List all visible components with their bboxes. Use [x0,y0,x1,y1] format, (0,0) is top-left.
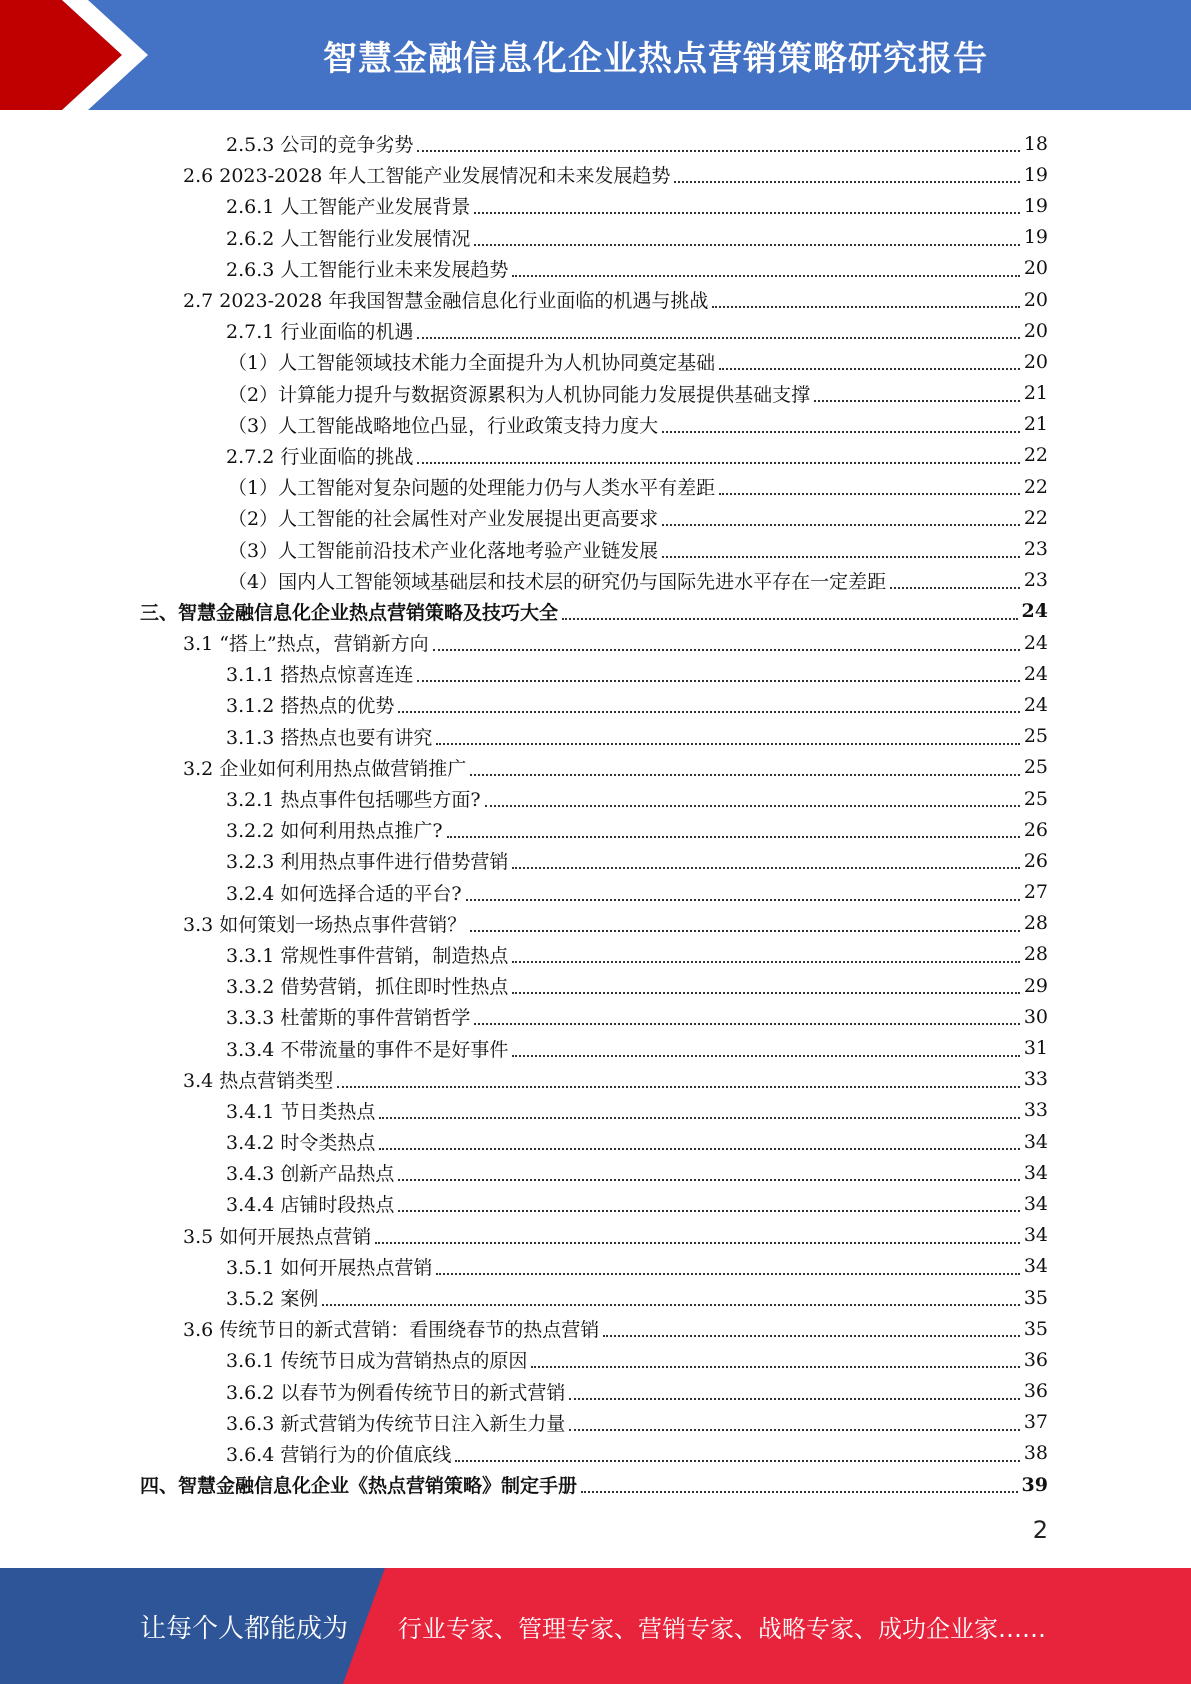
toc-entry-page: 34 [1023,1255,1048,1278]
toc-entry[interactable] [140,471,1048,502]
toc-dot-leader [447,835,1020,838]
toc-entry[interactable] [140,1251,1048,1282]
toc-entry[interactable] [140,284,1048,315]
toc-entry-page: 34 [1023,1192,1048,1215]
toc-entry-page: 26 [1023,818,1048,841]
toc-entry-page: 25 [1023,787,1048,810]
toc-entry-page: 21 [1023,413,1048,436]
toc-dot-leader [470,929,1020,932]
toc-entry[interactable] [140,409,1048,440]
toc-entry-title: 3.2.3 利用热点事件进行借势营销 [226,847,510,874]
toc-entry[interactable] [140,689,1048,720]
toc-entry[interactable] [140,1376,1048,1407]
toc-entry-page: 35 [1023,1286,1048,1309]
toc-entry-page: 36 [1023,1348,1048,1371]
page-header [0,0,1191,110]
toc-dot-leader [890,586,1020,589]
toc-entry[interactable] [140,378,1048,409]
toc-entry-page: 20 [1023,319,1048,342]
toc-entry-page: 39 [1021,1473,1048,1496]
toc-entry-page: 37 [1023,1411,1048,1434]
toc-dot-leader [581,1490,1018,1493]
toc-entry[interactable] [140,440,1048,471]
toc-dot-leader [512,991,1019,994]
toc-entry[interactable] [140,783,1048,814]
toc-entry-page: 25 [1023,725,1048,748]
toc-dot-leader [398,1178,1019,1181]
toc-dot-leader [417,679,1019,682]
toc-entry-title: 三、智慧金融信息化企业热点营销策略及技巧大全 [140,598,560,625]
toc-entry-page: 25 [1023,756,1048,779]
toc-entry[interactable] [140,596,1048,627]
toc-entry-title: 2.7 2023-2028 年我国智慧金融信息化行业面临的机遇与挑战 [183,286,710,313]
toc-entry[interactable] [140,315,1048,346]
toc-entry-page: 20 [1023,257,1048,280]
toc-entry[interactable] [140,1407,1048,1438]
toc-entry-title: 3.3 如何策划一场热点事件营销？ [183,910,468,937]
footer-slogan-left: 让每个人都能成为 [140,1613,349,1644]
toc-entry[interactable] [140,565,1048,596]
toc-entry[interactable] [140,1157,1048,1188]
toc-entry-title: 3.4.3 创新产品热点 [226,1159,396,1186]
toc-dot-leader [712,305,1019,308]
toc-dot-leader [398,1209,1019,1212]
toc-entry[interactable] [140,502,1048,533]
toc-entry-title: 3.4.4 店铺时段热点 [226,1190,396,1217]
toc-entry[interactable] [140,627,1048,658]
toc-entry-page: 21 [1023,382,1048,405]
toc-entry[interactable] [140,222,1048,253]
toc-dot-leader [569,1428,1019,1431]
toc-dot-leader [569,1397,1019,1400]
toc-dot-leader [379,1147,1019,1150]
toc-entry[interactable] [140,658,1048,689]
toc-dot-leader [674,180,1019,183]
footer-slogan-right: 行业专家、管理专家、营销专家、战略专家、成功企业家…… [398,1614,1046,1643]
toc-entry-page: 29 [1023,974,1048,997]
toc-dot-leader [337,1085,1020,1088]
toc-entry-page: 38 [1023,1442,1048,1465]
toc-entry-page: 22 [1023,506,1048,529]
toc-entry-page: 24 [1023,662,1048,685]
toc-entry[interactable] [140,1032,1048,1063]
toc-dot-leader [417,461,1019,464]
toc-dot-leader [375,1241,1020,1244]
toc-entry-page: 34 [1023,1161,1048,1184]
toc-entry[interactable] [140,1313,1048,1344]
toc-entry-title: （1）人工智能对复杂问题的处理能力仍与人类水平有差距 [228,473,717,500]
toc-entry-title: 四、智慧金融信息化企业《热点营销策略》制定手册 [140,1471,579,1498]
toc-entry-title: 3.6.3 新式营销为传统节日注入新生力量 [226,1409,567,1436]
toc-dot-leader [512,866,1019,869]
toc-dot-leader [433,648,1020,651]
toc-entry[interactable] [140,877,1048,908]
toc-dot-leader [662,523,1020,526]
toc-entry-title: 2.5.3 公司的竞争劣势 [226,130,415,157]
toc-dot-leader [379,1116,1019,1119]
toc-entry-title: 3.1 “搭上”热点，营销新方向 [183,629,431,656]
toc-entry[interactable] [140,1438,1048,1469]
page-footer [0,1568,1191,1684]
toc-dot-leader [398,710,1019,713]
toc-entry-title: （1）人工智能领域技术能力全面提升为人机协同奠定基础 [228,348,717,375]
toc-entry-page: 34 [1023,1224,1048,1247]
toc-entry-title: 3.2.4 如何选择合适的平台? [226,879,464,906]
toc-entry-page: 30 [1023,1005,1048,1028]
toc-dot-leader [436,1272,1019,1275]
toc-entry-title: 3.5.1 如何开展热点营销 [226,1253,434,1280]
toc-dot-leader [466,898,1020,901]
toc-dot-leader [814,399,1020,402]
toc-entry[interactable] [140,190,1048,221]
toc-entry-page: 22 [1023,475,1048,498]
toc-entry-title: 2.7.1 行业面临的机遇 [226,317,415,344]
toc-dot-leader [417,336,1019,339]
toc-dot-leader [474,1022,1019,1025]
toc-dot-leader [512,960,1019,963]
toc-entry-title: 3.2.2 如何利用热点推广? [226,816,445,843]
toc-entry-page: 26 [1023,849,1048,872]
toc-entry-title: （4）国内人工智能领域基础层和技术层的研究仍与国际先进水平存在一定差距 [228,567,888,594]
toc-entry-title: 3.6.1 传统节日成为营销热点的原因 [226,1346,529,1373]
toc-dot-leader [662,555,1020,558]
toc-dot-leader [719,367,1020,370]
toc-dot-leader [485,804,1020,807]
toc-entry-page: 19 [1023,194,1048,217]
toc-entry[interactable] [140,253,1048,284]
toc-entry[interactable] [140,752,1048,783]
toc-dot-leader [512,274,1019,277]
toc-entry-title: 3.2 企业如何利用热点做营销推广 [183,754,468,781]
toc-entry-title: 3.3.4 不带流量的事件不是好事件 [226,1035,510,1062]
table-of-contents [140,128,1048,1500]
toc-entry-title: 2.6 2023-2028 年人工智能产业发展情况和未来发展趋势 [183,161,672,188]
toc-entry-title: 3.3.1 常规性事件营销，制造热点 [226,941,510,968]
toc-entry[interactable] [140,1469,1048,1500]
toc-dot-leader [562,617,1018,620]
toc-dot-leader [603,1334,1020,1337]
toc-dot-leader [531,1365,1019,1368]
toc-entry[interactable] [140,1282,1048,1313]
toc-entry-title: 3.6 传统节日的新式营销：看围绕春节的热点营销 [183,1315,601,1342]
toc-entry[interactable] [140,939,1048,970]
toc-entry-title: 3.1.1 搭热点惊喜连连 [226,660,415,687]
toc-entry-page: 18 [1023,132,1048,155]
toc-entry-page: 20 [1023,288,1048,311]
toc-entry-title: 3.4.1 节日类热点 [226,1097,377,1124]
toc-entry-page: 23 [1023,538,1048,561]
toc-entry-page: 31 [1023,1037,1048,1060]
toc-entry[interactable] [140,128,1048,159]
toc-entry-title: 3.5 如何开展热点营销 [183,1222,373,1249]
toc-entry-page: 20 [1023,350,1048,373]
toc-entry-page: 19 [1023,226,1048,249]
toc-entry-page: 28 [1023,912,1048,935]
report-title: 智慧金融信息化企业热点营销策略研究报告 [323,38,988,79]
toc-entry-title: 3.5.2 案例 [226,1284,320,1311]
toc-entry-title: （3）人工智能前沿技术产业化落地考验产业链发展 [228,536,660,563]
toc-entry-page: 23 [1023,569,1048,592]
toc-entry[interactable] [140,1001,1048,1032]
toc-entry[interactable] [140,970,1048,1001]
toc-dot-leader [322,1303,1019,1306]
toc-entry-page: 27 [1023,881,1048,904]
toc-entry[interactable] [140,1064,1048,1095]
toc-entry-page: 24 [1023,693,1048,716]
toc-entry[interactable] [140,346,1048,377]
toc-entry-title: 3.6.2 以春节为例看传统节日的新式营销 [226,1378,567,1405]
toc-entry-page: 36 [1023,1380,1048,1403]
toc-dot-leader [474,211,1019,214]
toc-entry-title: 3.3.2 借势营销，抓住即时性热点 [226,972,510,999]
toc-dot-leader [719,492,1020,495]
toc-entry-title: 3.6.4 营销行为的价值底线 [226,1440,453,1467]
toc-entry-title: 3.3.3 杜蕾斯的事件营销哲学 [226,1003,472,1030]
toc-entry-title: 3.2.1 热点事件包括哪些方面? [226,785,483,812]
toc-entry[interactable] [140,1126,1048,1157]
toc-entry-title: 2.6.1 人工智能产业发展背景 [226,192,472,219]
toc-entry-page: 24 [1023,631,1048,654]
toc-entry[interactable] [140,814,1048,845]
toc-dot-leader [662,430,1020,433]
toc-entry-title: 3.1.3 搭热点也要有讲究 [226,723,434,750]
toc-entry-title: 3.1.2 搭热点的优势 [226,691,396,718]
toc-entry[interactable] [140,845,1048,876]
toc-entry[interactable] [140,1220,1048,1251]
toc-entry-page: 19 [1023,163,1048,186]
toc-entry-page: 24 [1021,600,1048,623]
toc-dot-leader [455,1459,1019,1462]
toc-entry[interactable] [140,1095,1048,1126]
toc-entry-page: 33 [1023,1068,1048,1091]
toc-entry[interactable] [140,1344,1048,1375]
toc-entry[interactable] [140,533,1048,564]
toc-entry[interactable] [140,159,1048,190]
toc-entry-title: （2）人工智能的社会属性对产业发展提出更高要求 [228,504,660,531]
toc-dot-leader [470,773,1020,776]
toc-entry-page: 34 [1023,1130,1048,1153]
toc-dot-leader [436,742,1019,745]
toc-entry[interactable] [140,908,1048,939]
toc-entry-title: 3.4.2 时令类热点 [226,1128,377,1155]
toc-dot-leader [474,243,1019,246]
toc-entry-page: 33 [1023,1099,1048,1122]
page-number: 2 [1032,1516,1048,1544]
toc-entry-page: 35 [1023,1317,1048,1340]
toc-entry-title: 3.4 热点营销类型 [183,1066,335,1093]
toc-dot-leader [417,149,1019,152]
toc-dot-leader [512,1054,1019,1057]
toc-entry-title: 2.7.2 行业面临的挑战 [226,442,415,469]
toc-entry-title: （3）人工智能战略地位凸显，行业政策支持力度大 [228,411,660,438]
toc-entry-title: 2.6.2 人工智能行业发展情况 [226,224,472,251]
toc-entry[interactable] [140,1188,1048,1219]
toc-entry-page: 28 [1023,943,1048,966]
toc-entry-title: 2.6.3 人工智能行业未来发展趋势 [226,255,510,282]
toc-entry-page: 22 [1023,444,1048,467]
toc-entry[interactable] [140,721,1048,752]
toc-entry-title: （2）计算能力提升与数据资源累积为人机协同能力发展提供基础支撑 [228,380,812,407]
